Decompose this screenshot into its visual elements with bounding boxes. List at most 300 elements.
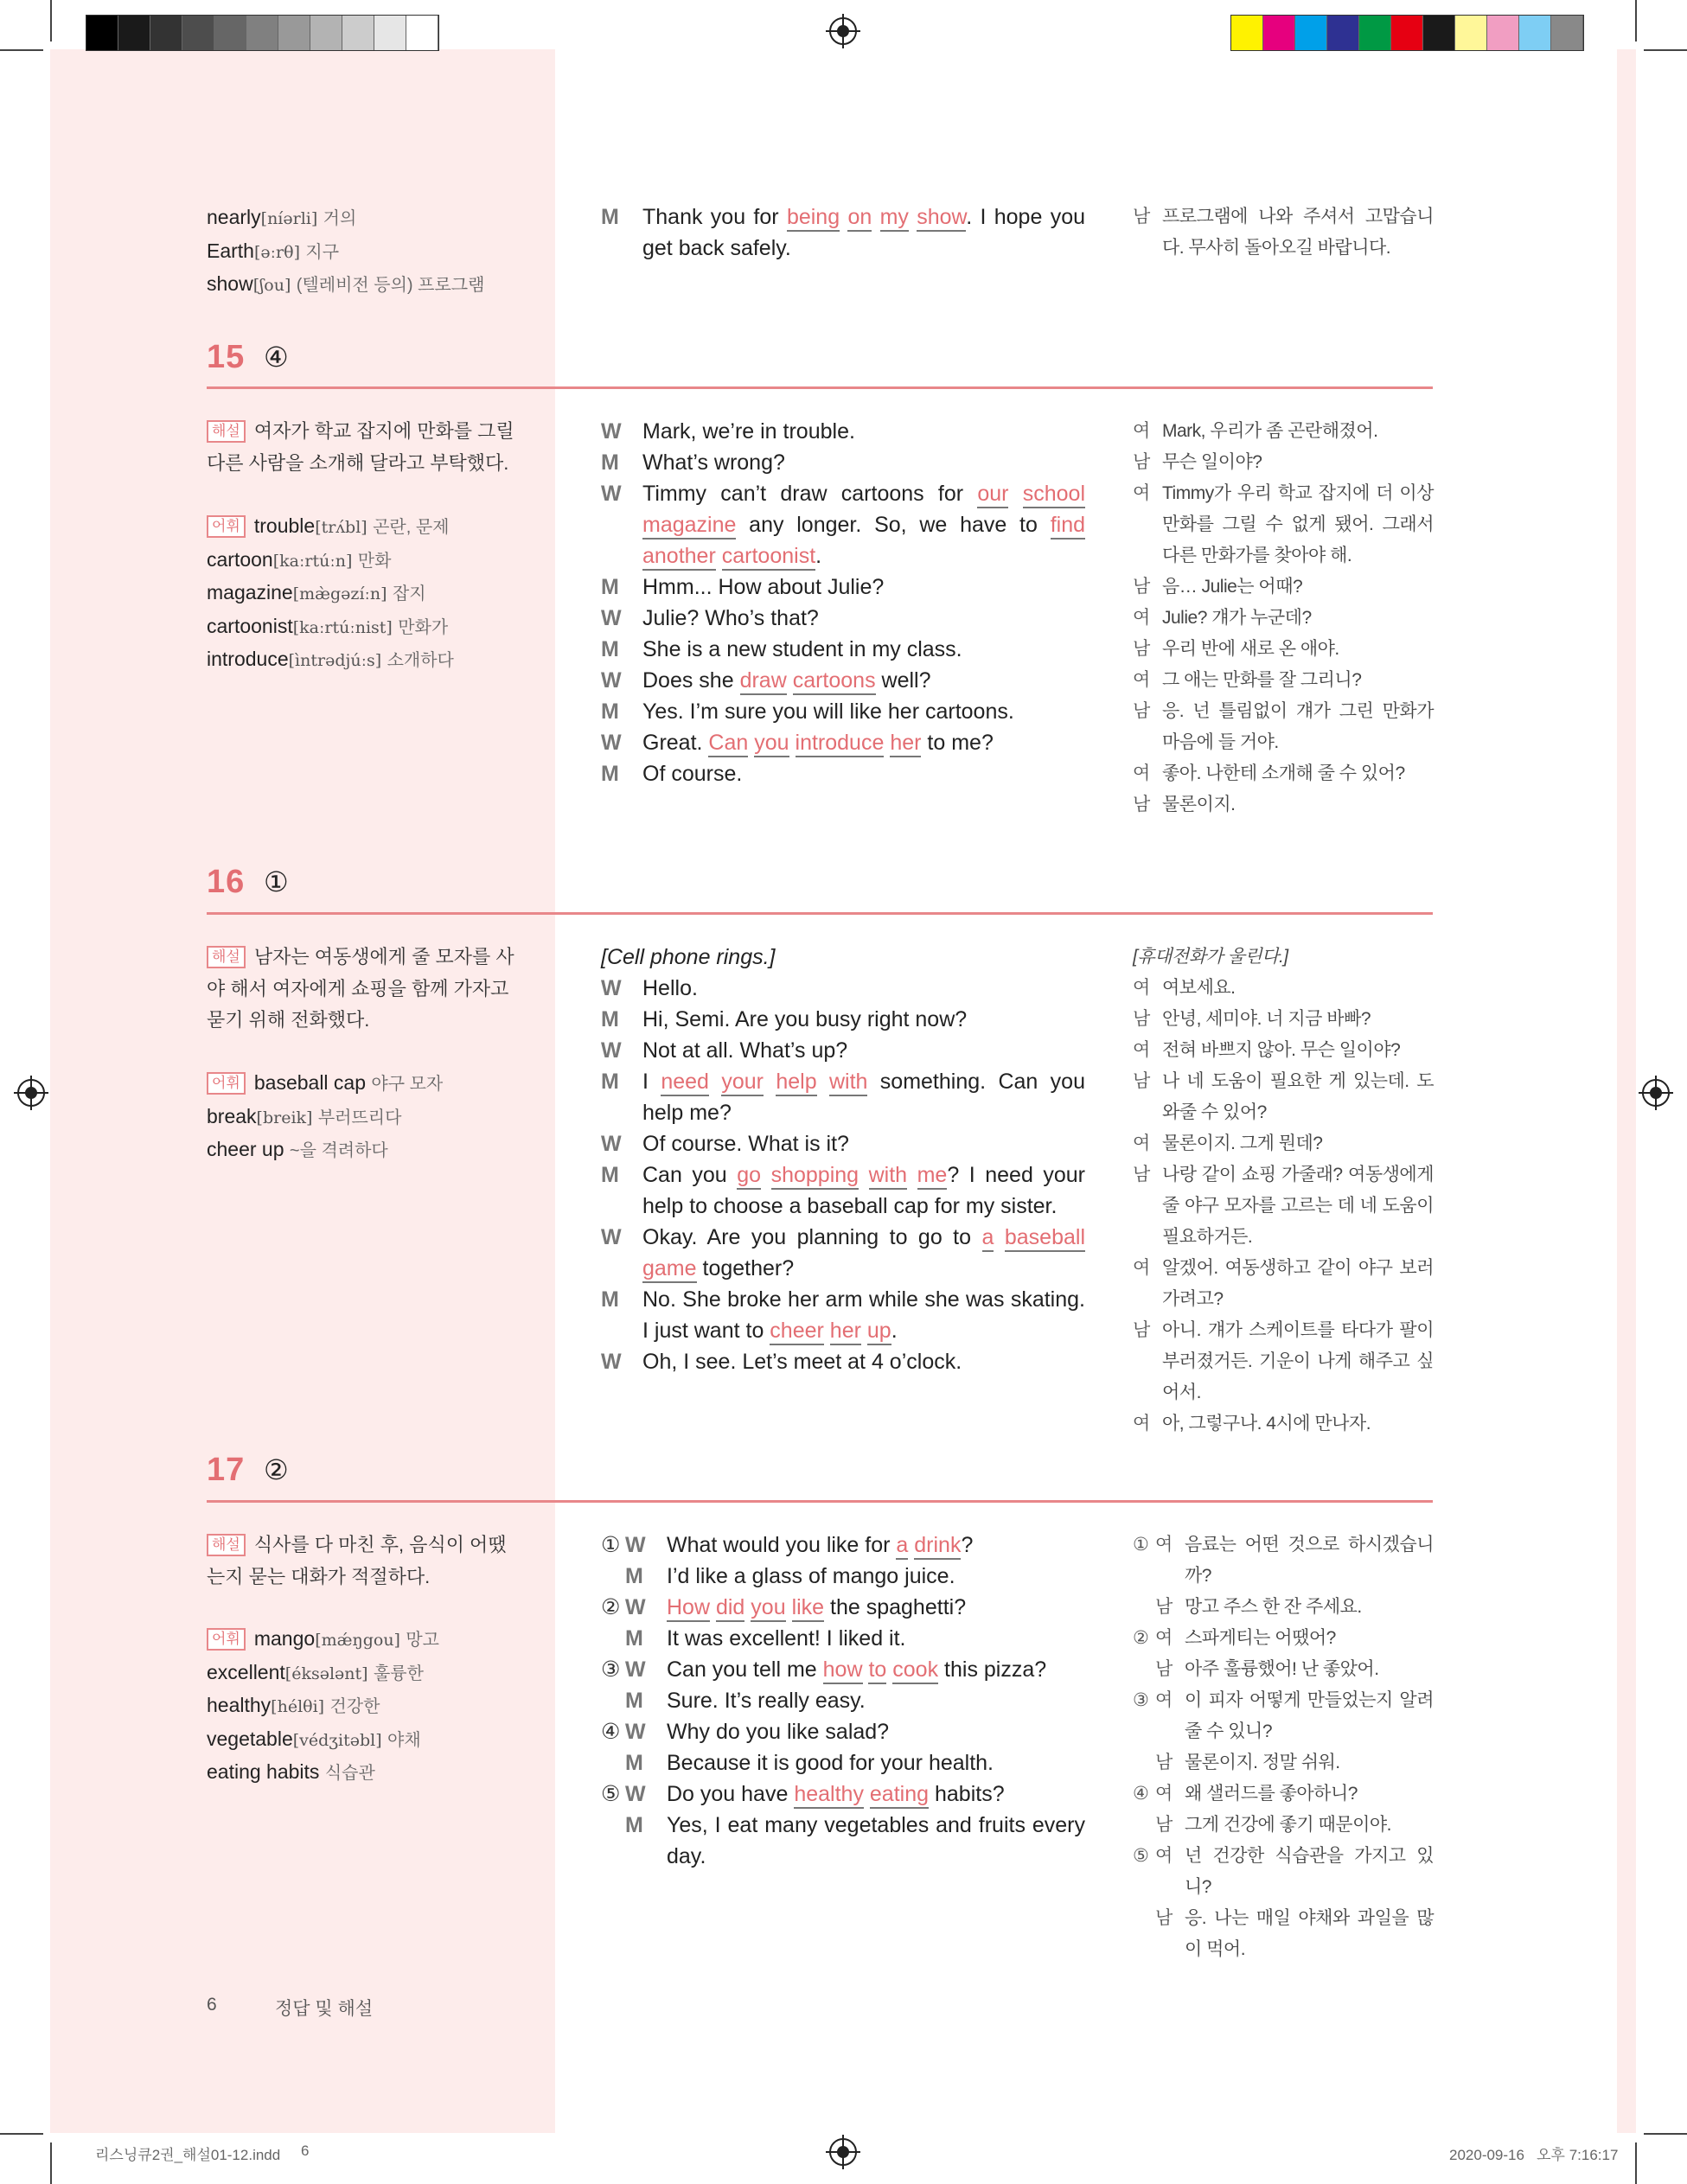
translation-line xyxy=(1133,572,1434,603)
vocab-phonetic: [védʒitəbl] xyxy=(292,1730,382,1750)
dialogue-text: She is a new student in my class. xyxy=(642,637,962,661)
dialogue-line xyxy=(601,1654,1085,1685)
explanation-block xyxy=(207,942,518,1037)
dialogue-text xyxy=(764,1070,776,1094)
dialogue-text: Not at all. What’s up? xyxy=(642,1038,848,1063)
explanation-tag: 해설 xyxy=(207,420,246,443)
translation-line xyxy=(1133,416,1434,447)
dialogue-line xyxy=(601,603,1085,634)
vocab-item xyxy=(207,544,518,578)
speaker-label: 여 xyxy=(1133,670,1150,690)
korean-translation xyxy=(1133,942,1434,1440)
color-swatch xyxy=(1231,16,1263,50)
speaker-label: 여 xyxy=(1155,1628,1173,1648)
speaker-label: 여 xyxy=(1133,1134,1150,1153)
option-number: ③ xyxy=(601,1657,621,1682)
vocab-item xyxy=(207,1689,518,1723)
line-text xyxy=(642,727,1085,758)
speaker-label: 남 xyxy=(1133,1009,1150,1029)
process-color-bar xyxy=(1230,15,1584,51)
translation-line xyxy=(1133,1903,1434,1965)
explanation-text: 남자는 여동생에게 줄 모자를 사야 해서 여자에게 쇼핑을 함께 가자고 묻기 위해 전화했다. xyxy=(207,946,514,1031)
answer-blank: eating xyxy=(870,1782,929,1809)
dialogue-text xyxy=(710,1595,716,1619)
speaker-label: 남 xyxy=(1133,1165,1150,1185)
answer-blank: school xyxy=(1023,482,1085,508)
section-divider xyxy=(207,912,1433,915)
option-number: ⑤ xyxy=(1133,1846,1149,1866)
vocab-word: cheer up xyxy=(207,1138,284,1160)
section-answer: ④ xyxy=(264,342,289,373)
dialogue-line xyxy=(601,973,1085,1004)
registration-mark-icon xyxy=(17,1079,45,1107)
translation-line xyxy=(1133,1592,1434,1623)
answer-blank: how xyxy=(823,1657,863,1684)
translation-line xyxy=(1133,1253,1434,1315)
dialogue-line xyxy=(601,634,1085,665)
option-number xyxy=(601,1561,625,1592)
answer-blank: did xyxy=(716,1595,744,1622)
explanation-block xyxy=(207,416,518,479)
answer-blank: baseball xyxy=(1005,1225,1085,1252)
vocab-word: excellent xyxy=(207,1660,285,1683)
translation-line xyxy=(1133,1685,1434,1747)
speaker-label: 여 xyxy=(1133,1258,1150,1278)
line-text xyxy=(667,1810,1085,1872)
translation-text: 물론이지. xyxy=(1162,795,1236,814)
dialogue-text: What would you like for xyxy=(667,1533,897,1557)
option-number xyxy=(1133,1592,1155,1623)
answer-blank: with xyxy=(869,1163,907,1190)
answer-blank: Can xyxy=(708,731,748,757)
answer-blank: up xyxy=(867,1319,891,1345)
color-swatch xyxy=(1359,16,1391,50)
translation-line xyxy=(1133,1841,1434,1903)
translation-text: 망고 주스 한 잔 주세요. xyxy=(1185,1597,1362,1617)
dialogue-text: Hello. xyxy=(642,976,698,1000)
speaker-label: 남 xyxy=(1133,207,1150,227)
dialogue-text: Thank you for xyxy=(642,205,787,229)
speaker-label: W xyxy=(601,1038,622,1063)
vocab-meaning: (텔레비전 등의) 프로그램 xyxy=(296,276,485,295)
translation-text: 응. 나는 매일 야채와 과일을 많이 먹어. xyxy=(1185,1908,1434,1959)
dialogue-line xyxy=(601,1716,1085,1747)
color-swatch xyxy=(182,16,214,50)
vocab-meaning: 거의 xyxy=(323,209,357,228)
line-text xyxy=(642,416,1085,447)
translation-text: 나 네 도움이 필요한 게 있는데. 도와줄 수 있어? xyxy=(1162,1071,1434,1122)
vocab-tag: 어휘 xyxy=(207,515,246,538)
dialogue-text: Julie? Who’s that? xyxy=(642,606,819,630)
color-swatch xyxy=(278,16,310,50)
vocab-item xyxy=(207,1067,518,1101)
vocab-word: mango xyxy=(253,1627,316,1650)
dialogue-text xyxy=(994,1225,1004,1249)
color-swatch xyxy=(214,16,246,50)
dialogue-text: Okay. Are you planning to go to xyxy=(642,1225,982,1249)
dialogue-text: Oh, I see. Let’s meet at 4 o’clock. xyxy=(642,1350,962,1374)
dialogue-text: the spaghetti? xyxy=(824,1595,967,1619)
section-answer: ② xyxy=(264,1454,289,1485)
translation-line xyxy=(1133,1778,1434,1810)
dialogue-text: to me? xyxy=(921,731,994,755)
dialogue-line xyxy=(601,696,1085,727)
answer-blank: cheer xyxy=(770,1319,824,1345)
dialogue-line xyxy=(601,1685,1085,1716)
translation-text: 스파게티는 어땠어? xyxy=(1185,1628,1336,1648)
dialogue-text xyxy=(907,1163,917,1187)
speaker-label: 남 xyxy=(1133,639,1150,659)
dialogue-text: ? I need your help to choose a baseball cap for my sister. xyxy=(642,1163,1086,1218)
answer-blank: a xyxy=(896,1533,908,1560)
vocab-item xyxy=(207,1756,518,1790)
color-swatch xyxy=(1391,16,1423,50)
translation-text: 왜 샐러드를 좋아하니? xyxy=(1185,1784,1358,1804)
option-number xyxy=(1133,1654,1155,1685)
line-text xyxy=(642,1035,1085,1066)
translation-line xyxy=(1133,1315,1434,1408)
translation-text: 이 피자 어떻게 만들었는지 알려줄 수 있니? xyxy=(1185,1690,1434,1741)
registration-mark-icon xyxy=(829,2138,857,2166)
vocab-item xyxy=(207,1657,518,1690)
vocab-word: eating habits xyxy=(207,1760,320,1783)
translation-text: 무슨 일이야? xyxy=(1162,452,1262,472)
page-number: 6 xyxy=(207,1995,217,2015)
speaker-label: 여 xyxy=(1155,1690,1173,1710)
speaker-label: 여 xyxy=(1133,1040,1150,1060)
speaker-label: W xyxy=(601,606,622,630)
translation-text: Timmy가 우리 학교 잡지에 더 이상 만화를 그릴 수 없게 됐어. 그래서 다른 만화가를 찾아야 해. xyxy=(1162,483,1434,565)
dialogue-line xyxy=(601,1222,1085,1284)
speaker-label: 남 xyxy=(1133,701,1150,721)
speaker-label: 여 xyxy=(1155,1846,1173,1866)
line-text xyxy=(667,1623,1085,1654)
dialogue-line xyxy=(601,1159,1085,1222)
dialogue-text: habits? xyxy=(929,1782,1005,1806)
answer-blank: our xyxy=(977,482,1008,508)
speaker-label: 여 xyxy=(1133,421,1150,441)
color-swatch xyxy=(1487,16,1519,50)
translation-line xyxy=(1133,1810,1434,1841)
answer-blank: show xyxy=(917,205,966,232)
dialogue-text xyxy=(864,1782,870,1806)
crop-mark xyxy=(50,0,52,42)
vocab-list xyxy=(207,510,518,677)
answer-blank: you xyxy=(754,731,789,757)
dialogue-text: Of course. What is it? xyxy=(642,1132,849,1156)
answer-blank: healthy xyxy=(794,1782,864,1809)
vocab-meaning: 야채 xyxy=(387,1730,421,1750)
vocab-phonetic: [ìntrədjúːs] xyxy=(288,651,382,670)
dialogue-text: together? xyxy=(696,1256,795,1280)
speaker-label: M xyxy=(601,762,619,786)
speaker-label: 여 xyxy=(1133,608,1150,628)
translation-line xyxy=(1133,973,1434,1004)
answer-blank: her xyxy=(830,1319,861,1345)
dialogue-text xyxy=(861,1319,867,1343)
vocab-word: trouble xyxy=(253,514,316,537)
dialogue-text: Timmy can’t draw cartoons for xyxy=(642,482,978,506)
dialogue-text: Why do you like salad? xyxy=(667,1720,890,1744)
option-number: ② xyxy=(601,1595,621,1619)
speaker-label: M xyxy=(601,1287,619,1312)
dialogue-line xyxy=(601,1561,1085,1592)
vocab-item xyxy=(207,577,518,610)
dialogue-text: Yes. I’m sure you will like her cartoons. xyxy=(642,699,1014,724)
speaker-label: 여 xyxy=(1133,483,1150,503)
translation-text: 물론이지. 정말 쉬워. xyxy=(1185,1753,1340,1772)
line-text xyxy=(642,478,1085,572)
speaker-label: M xyxy=(601,699,619,724)
speaker-label: W xyxy=(601,1350,622,1374)
translation-text: 안녕, 세미야. 너 지금 바빠? xyxy=(1162,1009,1371,1029)
option-number: ① xyxy=(601,1533,621,1557)
crop-mark xyxy=(1635,2142,1637,2184)
speaker-label: M xyxy=(625,1751,643,1775)
translation-text: 여보세요. xyxy=(1162,978,1236,998)
vocab-meaning: 훌륭한 xyxy=(373,1664,424,1683)
vocab-item xyxy=(207,643,518,677)
answer-blank: introduce xyxy=(796,731,885,757)
option-number xyxy=(1133,1747,1155,1778)
vocab-word: baseball cap xyxy=(253,1071,367,1094)
speaker-label: W xyxy=(601,668,622,693)
vocab-word: introduce xyxy=(207,648,289,670)
dialogue-line xyxy=(601,1747,1085,1778)
translation-line xyxy=(1133,696,1434,758)
vocab-meaning: 소개하다 xyxy=(387,651,454,670)
color-swatch xyxy=(1551,16,1583,50)
option-number xyxy=(601,1623,625,1654)
translation-text: 넌 건강한 식습관을 가지고 있니? xyxy=(1185,1846,1434,1897)
answer-blank: your xyxy=(721,1070,764,1096)
vocab-list xyxy=(207,1067,518,1167)
section-divider xyxy=(207,1500,1433,1503)
vocab-phonetic: [éksələnt] xyxy=(284,1664,368,1683)
vocab-word: Earth xyxy=(207,239,254,262)
section-number: 15 xyxy=(207,339,246,375)
dialogue-text: Hi, Semi. Are you busy right now? xyxy=(642,1007,968,1031)
line-text xyxy=(642,1128,1085,1159)
dialogue-text xyxy=(709,1070,721,1094)
vocab-meaning: 식습관 xyxy=(324,1764,375,1783)
registration-mark-icon xyxy=(829,17,857,45)
section-divider xyxy=(207,386,1433,389)
answer-blank: cook xyxy=(892,1657,938,1684)
vocab-meaning: 부러뜨리다 xyxy=(317,1108,402,1127)
translation-text: 그 애는 만화를 잘 그리니? xyxy=(1162,670,1362,690)
line-text xyxy=(667,1592,1085,1623)
line-text xyxy=(642,201,1085,264)
line-text xyxy=(642,447,1085,478)
vocab-meaning: 곤란, 문제 xyxy=(373,518,450,537)
color-swatch xyxy=(118,16,150,50)
slug-page: 6 xyxy=(301,2142,310,2159)
translation-line xyxy=(1133,665,1434,696)
speaker-label: 여 xyxy=(1155,1535,1173,1555)
line-text xyxy=(667,1747,1085,1778)
speaker-label: M xyxy=(601,1007,619,1031)
speaker-label: 남 xyxy=(1155,1753,1173,1772)
translation-text: 아니. 걔가 스케이트를 타다가 팔이 부러졌거든. 기운이 나게 해주고 싶어서. xyxy=(1162,1320,1434,1402)
vocab-phonetic: [kaːrtúːnist] xyxy=(292,617,393,637)
option-number xyxy=(1133,1810,1155,1841)
dialogue-text xyxy=(817,1070,829,1094)
dialogue-line xyxy=(601,447,1085,478)
vocab-phonetic: [breik] xyxy=(256,1108,313,1127)
dialogue-line xyxy=(601,665,1085,696)
dialogue-line xyxy=(601,1346,1085,1377)
korean-translation xyxy=(1133,1529,1434,1965)
korean-translation xyxy=(1133,416,1434,821)
registration-mark-icon xyxy=(1642,1079,1670,1107)
explanation-tag: 해설 xyxy=(207,946,246,968)
answer-blank: a xyxy=(982,1225,994,1252)
dialogue-line xyxy=(601,478,1085,572)
dialogue-line xyxy=(601,1004,1085,1035)
dialogue-line xyxy=(601,1810,1085,1872)
vocab-phonetic: [əːrθ] xyxy=(253,242,300,262)
vocab-item xyxy=(207,1723,518,1757)
dialogue-text: this pizza? xyxy=(938,1657,1047,1682)
vocab-meaning: 건강한 xyxy=(329,1697,380,1716)
translation-text: 나랑 같이 쇼핑 가줄래? 여동생에게 줄 야구 모자를 고르는 데 네 도움이 필요하거든. xyxy=(1162,1165,1434,1247)
vocab-word: magazine xyxy=(207,581,293,603)
dialogue-text: something. Can you help me? xyxy=(642,1070,1085,1125)
dialogue-text xyxy=(1008,482,1022,506)
vocab-tag: 어휘 xyxy=(207,1072,246,1095)
translation-text: 알겠어. 여동생하고 같이 야구 보러 가려고? xyxy=(1162,1258,1434,1309)
dialogue-text: Because it is good for your health. xyxy=(667,1751,994,1775)
answer-blank: How xyxy=(667,1595,710,1622)
translation-line xyxy=(1133,1066,1434,1128)
vocab-word: break xyxy=(207,1104,257,1127)
line-text xyxy=(642,1222,1085,1284)
answer-blank: to xyxy=(868,1657,886,1684)
vocab-phonetic: [trʌ́bl] xyxy=(315,518,367,537)
option-number xyxy=(601,1747,625,1778)
answer-blank: help xyxy=(776,1070,816,1096)
speaker-label: M xyxy=(625,1564,643,1588)
answer-blank: cartoons xyxy=(793,668,876,695)
vocab-item xyxy=(207,610,518,644)
dialogue-line xyxy=(601,1623,1085,1654)
color-swatch xyxy=(1295,16,1327,50)
speaker-label: 여 xyxy=(1133,763,1150,783)
vocab-item xyxy=(207,510,518,544)
section-number: 17 xyxy=(207,1452,246,1488)
crop-mark xyxy=(0,2133,43,2135)
dialogue-line xyxy=(601,1529,1085,1561)
explanation-text: 식사를 다 마친 후, 음식이 어땠는지 묻는 대화가 적절하다. xyxy=(207,1534,507,1587)
translation-line xyxy=(1133,758,1434,789)
explanation-tag: 해설 xyxy=(207,1534,246,1556)
line-text xyxy=(642,603,1085,634)
line-text xyxy=(642,696,1085,727)
speaker-label: M xyxy=(601,575,619,599)
dialogue-text xyxy=(716,544,722,568)
option-number: ④ xyxy=(1133,1784,1149,1804)
speaker-label: 남 xyxy=(1133,1320,1150,1340)
answer-blank: drink xyxy=(914,1533,961,1560)
speaker-label: 여 xyxy=(1133,1414,1150,1434)
dialogue-line xyxy=(601,1066,1085,1128)
speaker-label: 남 xyxy=(1133,795,1150,814)
answer-blank: need xyxy=(661,1070,709,1096)
answer-blank: like xyxy=(792,1595,825,1622)
translation-line xyxy=(1133,1654,1434,1685)
option-number xyxy=(601,1685,625,1716)
dialogue-text: I xyxy=(642,1070,661,1094)
dialogue-text: Does she xyxy=(642,668,740,693)
option-number xyxy=(1133,1903,1155,1965)
speaker-label: 여 xyxy=(1155,1784,1173,1804)
vocab-item xyxy=(207,235,518,269)
vocab-list xyxy=(207,1623,518,1790)
line-text xyxy=(642,1346,1085,1377)
top-dialogue xyxy=(601,201,1085,264)
translation-text: 그게 건강에 좋기 때문이야. xyxy=(1185,1815,1391,1835)
crop-mark xyxy=(50,2142,52,2184)
vocab-word: show xyxy=(207,272,253,295)
answer-blank: her xyxy=(890,731,921,757)
translation-text: Julie? 걔가 누군데? xyxy=(1162,608,1312,628)
speaker-label: W xyxy=(601,976,622,1000)
option-number: ④ xyxy=(601,1720,621,1744)
dialogue-text: Can you xyxy=(642,1163,738,1187)
vocab-meaning: ~을 격려하다 xyxy=(289,1141,388,1160)
color-swatch xyxy=(1519,16,1551,50)
vocab-phonetic: [mǽŋgou] xyxy=(315,1631,400,1650)
dialogue xyxy=(601,1529,1085,1872)
speaker-label: 남 xyxy=(1155,1815,1173,1835)
slug-file-name: 리스닝큐2권_해설01-12.indd xyxy=(95,2147,281,2163)
vocab-word: nearly xyxy=(207,206,261,228)
dialogue-text: Do you have xyxy=(667,1782,795,1806)
speaker-label: M xyxy=(625,1626,643,1651)
speaker-label: W xyxy=(601,419,622,444)
speaker-label: W xyxy=(601,1132,622,1156)
color-swatch xyxy=(342,16,374,50)
line-text xyxy=(667,1561,1085,1592)
dialogue-text xyxy=(761,1163,771,1187)
color-swatch xyxy=(1327,16,1359,50)
vocab-meaning: 만화 xyxy=(357,551,392,571)
translation-line xyxy=(1133,1623,1434,1654)
translation-text: 우리 반에 새로 온 애야. xyxy=(1162,639,1339,659)
line-text xyxy=(642,973,1085,1004)
vocab-meaning: 잡지 xyxy=(392,584,426,603)
vocab-phonetic: [hélθi] xyxy=(271,1697,325,1716)
bleed-strip xyxy=(1617,49,1636,2133)
dialogue-text xyxy=(786,1595,792,1619)
answer-blank: being xyxy=(787,205,840,232)
crop-mark xyxy=(1635,0,1637,42)
vocab-phonetic: [kaːrtúːn] xyxy=(272,551,353,571)
color-swatch xyxy=(86,16,118,50)
speaker-label: W xyxy=(625,1782,646,1806)
speaker-label: 남 xyxy=(1133,452,1150,472)
slug-timestamp: 2020-09-16 오후 7:16:17 xyxy=(1449,2147,1619,2163)
speaker-label: M xyxy=(601,450,619,475)
speaker-label: W xyxy=(625,1657,646,1682)
color-swatch xyxy=(310,16,342,50)
translation-line xyxy=(1133,603,1434,634)
speaker-label: M xyxy=(601,1163,619,1187)
dialogue-line xyxy=(601,758,1085,789)
answer-blank: me xyxy=(917,1163,948,1190)
speaker-label: 여 xyxy=(1133,978,1150,998)
